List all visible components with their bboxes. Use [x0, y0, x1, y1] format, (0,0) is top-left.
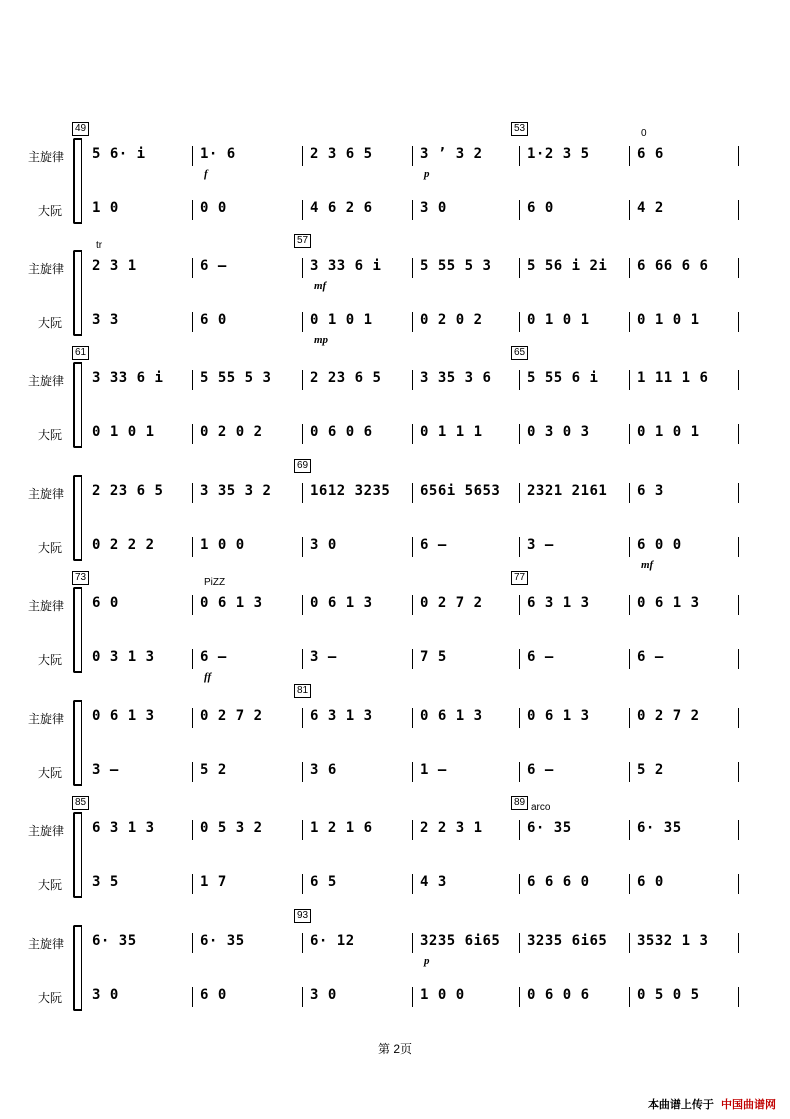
- score-system: [0, 567, 790, 683]
- barline: [412, 874, 413, 894]
- melody-measure: 1· 6: [200, 146, 236, 162]
- daruan-measure: 6 –: [527, 762, 554, 778]
- daruan-measure: 3 0: [310, 987, 337, 1003]
- barline: [629, 146, 630, 166]
- melody-measure: 1 11 1 6: [637, 370, 709, 386]
- barline: [412, 483, 413, 503]
- daruan-measure: 3 –: [92, 762, 119, 778]
- barline: [629, 200, 630, 220]
- barline: [192, 708, 193, 728]
- barline: [738, 708, 739, 728]
- measure-number: 85: [72, 796, 89, 810]
- performance-marking: PiZZ: [204, 577, 226, 588]
- part-label-daruan: 大阮: [38, 541, 63, 555]
- barline: [192, 933, 193, 953]
- daruan-measure: 6 –: [420, 537, 447, 553]
- barline: [412, 424, 413, 444]
- system-brace: [73, 587, 81, 673]
- part-label-daruan: 大阮: [38, 766, 63, 780]
- daruan-measure: 3 5: [92, 874, 119, 890]
- daruan-measure: 6 –: [527, 649, 554, 665]
- melody-measure: 6 3 1 3: [310, 708, 373, 724]
- daruan-measure: 0 2 2 2: [92, 537, 155, 553]
- daruan-measure: 0 2 0 2: [420, 312, 483, 328]
- daruan-measure: 1 0 0: [420, 987, 465, 1003]
- barline: [192, 370, 193, 390]
- measure-number: 77: [511, 571, 528, 585]
- system-start-line: [81, 250, 82, 336]
- barline: [302, 933, 303, 953]
- barline: [302, 595, 303, 615]
- melody-measure: 5 55 5 3: [200, 370, 272, 386]
- daruan-measure: 7 5: [420, 649, 447, 665]
- barline: [519, 537, 520, 557]
- melody-measure: 3 33 6 i: [310, 258, 382, 274]
- barline: [192, 595, 193, 615]
- daruan-measure: 0 1 0 1: [310, 312, 373, 328]
- barline: [629, 708, 630, 728]
- performance-marking: arco: [531, 802, 551, 813]
- daruan-measure: 3 6: [310, 762, 337, 778]
- barline: [519, 762, 520, 782]
- barline: [192, 146, 193, 166]
- barline: [738, 649, 739, 669]
- measure-number: 49: [72, 122, 89, 136]
- melody-measure: 0 2 7 2: [637, 708, 700, 724]
- part-label-melody: 主旋律: [28, 824, 65, 838]
- barline: [519, 312, 520, 332]
- melody-measure: 5 6· i: [92, 146, 146, 162]
- dynamic-marking: mf: [641, 559, 654, 571]
- barline: [629, 595, 630, 615]
- melody-measure: 2 3 1: [92, 258, 137, 274]
- melody-measure: 6 3 1 3: [527, 595, 590, 611]
- barline: [519, 649, 520, 669]
- barline: [519, 200, 520, 220]
- score-system: [0, 905, 790, 1017]
- performance-marking: tr: [96, 240, 103, 251]
- daruan-measure: 6 0: [200, 312, 227, 328]
- measure-number: 81: [294, 684, 311, 698]
- system-brace: [73, 475, 81, 561]
- barline: [192, 483, 193, 503]
- melody-measure: 5 55 5 3: [420, 258, 492, 274]
- system-start-line: [81, 812, 82, 898]
- melody-measure: 2 23 6 5: [92, 483, 164, 499]
- daruan-measure: 4 6 2 6: [310, 200, 373, 216]
- melody-measure: 2321 2161: [527, 483, 608, 499]
- barline: [412, 312, 413, 332]
- part-label-melody: 主旋律: [28, 374, 65, 388]
- daruan-measure: 0 6 0 6: [310, 424, 373, 440]
- score-system: [0, 455, 790, 571]
- system-start-line: [81, 362, 82, 448]
- barline: [412, 762, 413, 782]
- barline: [629, 987, 630, 1007]
- daruan-measure: 6 0: [527, 200, 554, 216]
- barline: [192, 649, 193, 669]
- daruan-measure: 0 1 0 1: [637, 424, 700, 440]
- melody-measure: 1·2 3 5: [527, 146, 590, 162]
- melody-measure: 6 0: [92, 595, 119, 611]
- daruan-measure: 4 2: [637, 200, 664, 216]
- barline: [629, 312, 630, 332]
- dynamic-marking: f: [204, 168, 208, 180]
- melody-measure: 3532 1 3: [637, 933, 709, 949]
- barline: [629, 874, 630, 894]
- melody-measure: 6 3: [637, 483, 664, 499]
- daruan-measure: 0 6 0 6: [527, 987, 590, 1003]
- system-brace: [73, 250, 81, 336]
- barline: [302, 424, 303, 444]
- barline: [519, 708, 520, 728]
- melody-measure: 1612 3235: [310, 483, 391, 499]
- barline: [192, 820, 193, 840]
- measure-number: 89: [511, 796, 528, 810]
- barline: [738, 483, 739, 503]
- barline: [629, 483, 630, 503]
- barline: [192, 537, 193, 557]
- daruan-measure: 6 6 6 0: [527, 874, 590, 890]
- barline: [192, 762, 193, 782]
- barline: [519, 987, 520, 1007]
- barline: [629, 762, 630, 782]
- measure-number: 65: [511, 346, 528, 360]
- daruan-measure: 0 1 0 1: [92, 424, 155, 440]
- melody-measure: 3235 6i65: [420, 933, 501, 949]
- daruan-measure: 1 0 0: [200, 537, 245, 553]
- melody-measure: 5 55 6 i: [527, 370, 599, 386]
- barline: [738, 595, 739, 615]
- daruan-measure: 6 –: [637, 649, 664, 665]
- barline: [192, 874, 193, 894]
- barline: [629, 933, 630, 953]
- barline: [738, 933, 739, 953]
- daruan-measure: 3 0: [310, 537, 337, 553]
- melody-measure: 6 66 6 6: [637, 258, 709, 274]
- barline: [738, 200, 739, 220]
- barline: [629, 537, 630, 557]
- barline: [302, 146, 303, 166]
- system-start-line: [81, 925, 82, 1011]
- page-number: 第 2页: [377, 1042, 412, 1056]
- melody-measure: 6 3 1 3: [92, 820, 155, 836]
- melody-measure: 0 6 1 3: [637, 595, 700, 611]
- barline: [412, 370, 413, 390]
- barline: [738, 537, 739, 557]
- dynamic-marking: p: [424, 955, 430, 967]
- daruan-measure: 1 –: [420, 762, 447, 778]
- daruan-measure: 3 0: [420, 200, 447, 216]
- barline: [412, 708, 413, 728]
- melody-measure: 0 6 1 3: [310, 595, 373, 611]
- system-brace: [73, 362, 81, 448]
- barline: [192, 258, 193, 278]
- part-label-daruan: 大阮: [38, 316, 63, 330]
- score-system: [0, 792, 790, 904]
- barline: [412, 933, 413, 953]
- daruan-measure: 3 –: [310, 649, 337, 665]
- barline: [412, 258, 413, 278]
- barline: [629, 370, 630, 390]
- daruan-measure: 3 3: [92, 312, 119, 328]
- part-label-melody: 主旋律: [28, 150, 65, 164]
- barline: [302, 370, 303, 390]
- barline: [629, 820, 630, 840]
- melody-measure: 0 6 1 3: [420, 708, 483, 724]
- barline: [192, 424, 193, 444]
- site-logo: 中国曲谱网: [721, 1099, 776, 1111]
- melody-measure: 6· 12: [310, 933, 355, 949]
- dynamic-marking: mp: [314, 334, 329, 346]
- part-label-melody: 主旋律: [28, 712, 65, 726]
- credit-text: 本曲谱上传于: [647, 1099, 714, 1111]
- daruan-measure: 6 0: [200, 987, 227, 1003]
- barline: [302, 820, 303, 840]
- daruan-measure: 6 5: [310, 874, 337, 890]
- barline: [519, 933, 520, 953]
- part-label-daruan: 大阮: [38, 204, 63, 218]
- daruan-measure: 0 1 0 1: [637, 312, 700, 328]
- dynamic-marking: mf: [314, 280, 327, 292]
- melody-measure: 3 33 6 i: [92, 370, 164, 386]
- barline: [412, 649, 413, 669]
- daruan-measure: 0 0: [200, 200, 227, 216]
- melody-measure: 3235 6i65: [527, 933, 608, 949]
- melody-measure: 0 6 1 3: [200, 595, 263, 611]
- melody-measure: 2 3 6 5: [310, 146, 373, 162]
- barline: [302, 312, 303, 332]
- system-start-line: [81, 475, 82, 561]
- barline: [629, 424, 630, 444]
- measure-number: 93: [294, 909, 311, 923]
- system-start-line: [81, 700, 82, 786]
- measure-number: 57: [294, 234, 311, 248]
- daruan-measure: 1 7: [200, 874, 227, 890]
- melody-measure: 3 ’ 3 2: [420, 146, 483, 162]
- barline: [519, 258, 520, 278]
- daruan-measure: 6 0 0: [637, 537, 682, 553]
- daruan-measure: 3 0: [92, 987, 119, 1003]
- barline: [738, 987, 739, 1007]
- barline: [519, 874, 520, 894]
- barline: [302, 200, 303, 220]
- barline: [192, 987, 193, 1007]
- part-label-melody: 主旋律: [28, 487, 65, 501]
- daruan-measure: 0 2 0 2: [200, 424, 263, 440]
- melody-measure: 1 2 1 6: [310, 820, 373, 836]
- dynamic-marking: ff: [204, 671, 212, 683]
- part-label-daruan: 大阮: [38, 428, 63, 442]
- barline: [302, 708, 303, 728]
- barline: [738, 820, 739, 840]
- system-start-line: [81, 587, 82, 673]
- system-brace: [73, 925, 81, 1011]
- melody-measure: 6 –: [200, 258, 227, 274]
- daruan-measure: 5 2: [637, 762, 664, 778]
- melody-measure: 3 35 3 6: [420, 370, 492, 386]
- daruan-measure: 5 2: [200, 762, 227, 778]
- melody-measure: 0 2 7 2: [420, 595, 483, 611]
- melody-measure: 6· 35: [527, 820, 572, 836]
- melody-measure: 6· 35: [200, 933, 245, 949]
- barline: [519, 370, 520, 390]
- barline: [302, 258, 303, 278]
- score-system: [0, 230, 790, 346]
- daruan-measure: 3 –: [527, 537, 554, 553]
- barline: [738, 146, 739, 166]
- daruan-measure: 6 –: [200, 649, 227, 665]
- daruan-measure: 0 3 0 3: [527, 424, 590, 440]
- melody-measure: 656i 5653: [420, 483, 501, 499]
- barline: [302, 762, 303, 782]
- barline: [519, 820, 520, 840]
- daruan-measure: 4 3: [420, 874, 447, 890]
- daruan-measure: 0 3 1 3: [92, 649, 155, 665]
- melody-measure: 6 6: [637, 146, 664, 162]
- score-system: [0, 680, 790, 792]
- barline: [412, 595, 413, 615]
- barline: [629, 649, 630, 669]
- barline: [302, 537, 303, 557]
- barline: [738, 312, 739, 332]
- part-label-daruan: 大阮: [38, 653, 63, 667]
- barline: [412, 987, 413, 1007]
- melody-measure: 0 6 1 3: [527, 708, 590, 724]
- performance-marking: 0: [641, 128, 647, 139]
- barline: [302, 987, 303, 1007]
- score-system: [0, 342, 790, 454]
- melody-measure: 0 5 3 2: [200, 820, 263, 836]
- barline: [192, 312, 193, 332]
- part-label-daruan: 大阮: [38, 878, 63, 892]
- score-system: [0, 118, 790, 230]
- measure-number: 61: [72, 346, 89, 360]
- barline: [302, 483, 303, 503]
- part-label-melody: 主旋律: [28, 262, 65, 276]
- barline: [519, 483, 520, 503]
- barline: [738, 762, 739, 782]
- melody-measure: 6· 35: [637, 820, 682, 836]
- barline: [519, 146, 520, 166]
- measure-number: 53: [511, 122, 528, 136]
- daruan-measure: 0 1 1 1: [420, 424, 483, 440]
- barline: [412, 820, 413, 840]
- system-brace: [73, 138, 81, 224]
- barline: [412, 537, 413, 557]
- melody-measure: 5 56 i 2i: [527, 258, 608, 274]
- barline: [738, 424, 739, 444]
- melody-measure: 2 2 3 1: [420, 820, 483, 836]
- barline: [519, 424, 520, 444]
- melody-measure: 0 6 1 3: [92, 708, 155, 724]
- system-start-line: [81, 138, 82, 224]
- barline: [738, 258, 739, 278]
- daruan-measure: 1 0: [92, 200, 119, 216]
- barline: [412, 200, 413, 220]
- barline: [629, 258, 630, 278]
- system-brace: [73, 700, 81, 786]
- barline: [412, 146, 413, 166]
- melody-measure: 2 23 6 5: [310, 370, 382, 386]
- part-label-melody: 主旋律: [28, 599, 65, 613]
- measure-number: 69: [294, 459, 311, 473]
- part-label-melody: 主旋律: [28, 937, 65, 951]
- measure-number: 73: [72, 571, 89, 585]
- daruan-measure: 6 0: [637, 874, 664, 890]
- barline: [738, 874, 739, 894]
- daruan-measure: 0 5 0 5: [637, 987, 700, 1003]
- barline: [302, 874, 303, 894]
- barline: [519, 595, 520, 615]
- daruan-measure: 0 1 0 1: [527, 312, 590, 328]
- barline: [738, 370, 739, 390]
- melody-measure: 3 35 3 2: [200, 483, 272, 499]
- barline: [192, 200, 193, 220]
- barline: [302, 649, 303, 669]
- melody-measure: 6· 35: [92, 933, 137, 949]
- melody-measure: 0 2 7 2: [200, 708, 263, 724]
- system-brace: [73, 812, 81, 898]
- part-label-daruan: 大阮: [38, 991, 63, 1005]
- dynamic-marking: p: [424, 168, 430, 180]
- upload-credit: [648, 1096, 776, 1112]
